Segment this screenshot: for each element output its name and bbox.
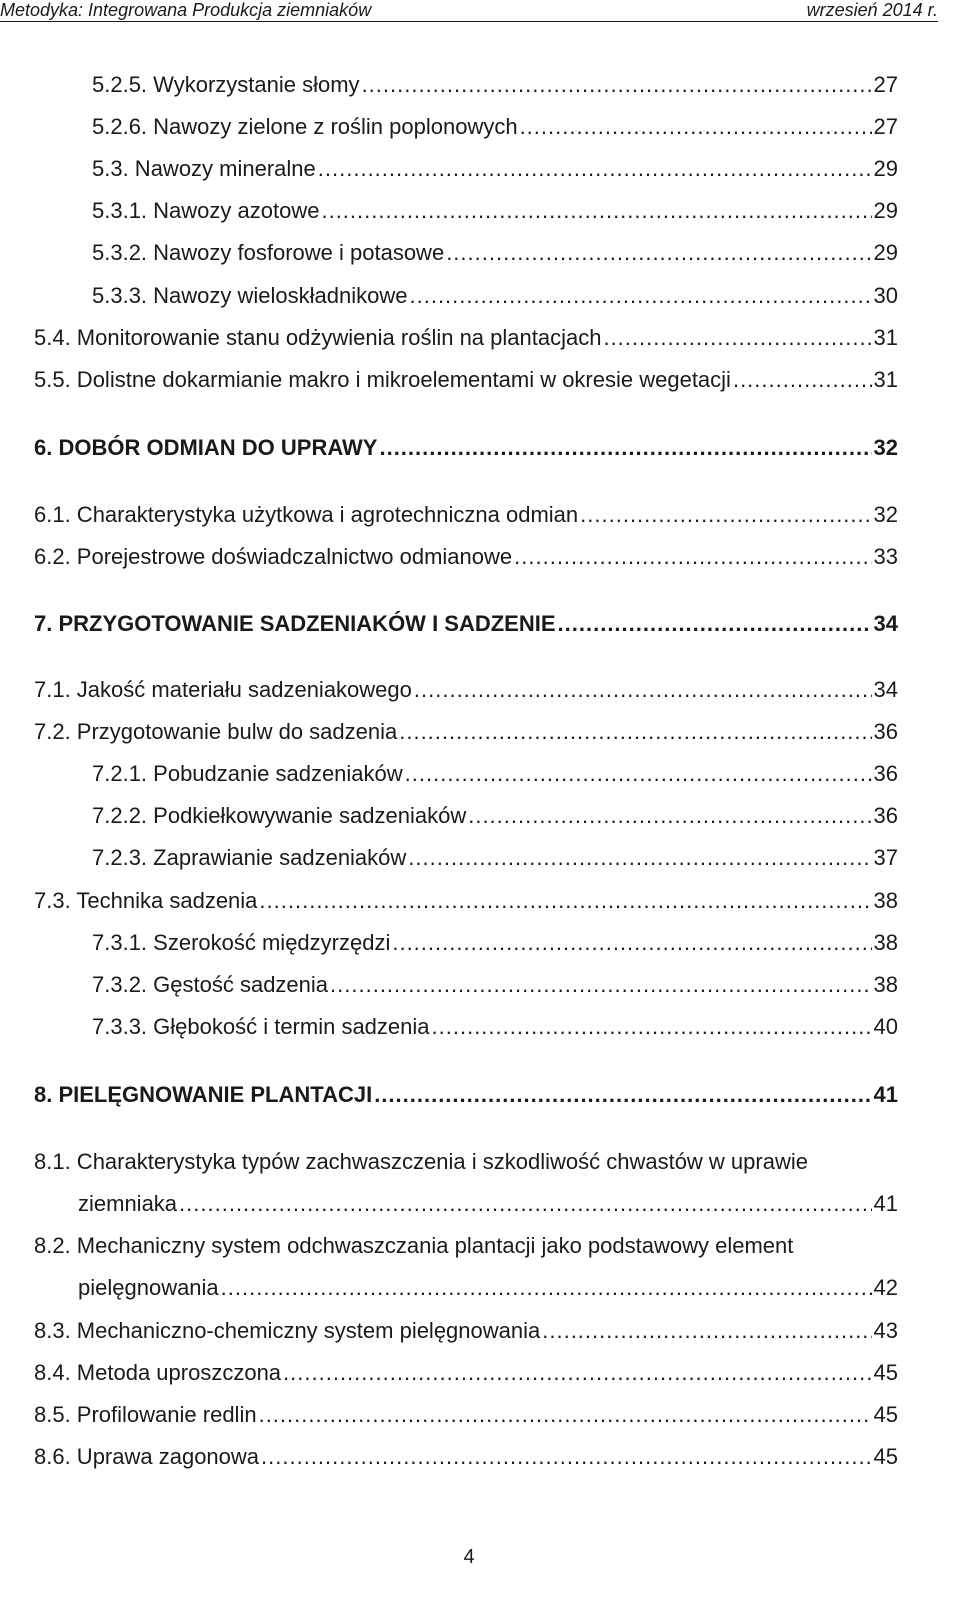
toc-entry-label: 5.3.2. Nawozy fosforowe i potasowe — [92, 240, 445, 265]
toc-entry-label: 7.3. Technika sadzenia — [34, 888, 258, 913]
toc-entry[interactable] — [92, 72, 898, 98]
toc-entry-page: 45 — [873, 1444, 898, 1469]
toc-entry-page: 42 — [873, 1275, 898, 1300]
toc-entry-first-line[interactable]: 8.1. Charakterystyka typów zachwaszczenia i szkodliwość chwastów w uprawie — [34, 1149, 808, 1174]
toc-entry-label: 7.1. Jakość materiału sadzeniakowego — [34, 677, 412, 702]
toc-entry[interactable] — [34, 544, 898, 570]
toc-entry[interactable] — [34, 1318, 898, 1344]
toc-entry[interactable] — [34, 1360, 898, 1386]
toc-entry-page: 33 — [873, 544, 898, 569]
toc-leader-dots — [399, 719, 871, 745]
toc-leader-dots — [259, 888, 871, 914]
toc-entry-page: 32 — [873, 502, 898, 527]
toc-entry-page: 29 — [873, 198, 898, 223]
toc-entry-page: 32 — [873, 435, 898, 460]
toc-leader-dots — [542, 1318, 871, 1344]
toc-leader-dots — [321, 198, 871, 224]
toc-entry[interactable] — [34, 677, 898, 703]
toc-entry-page: 45 — [873, 1360, 898, 1385]
toc-entry-page: 31 — [873, 367, 898, 392]
toc-entry-page: 37 — [873, 845, 898, 870]
toc-leader-dots — [318, 156, 872, 182]
toc-entry[interactable] — [78, 1191, 898, 1217]
toc-entry-page: 45 — [873, 1402, 898, 1427]
toc-entry[interactable] — [92, 845, 898, 871]
toc-entry-label: 8.4. Metoda uproszczona — [34, 1360, 282, 1385]
toc-chapter-entry[interactable] — [34, 435, 898, 461]
toc-leader-dots — [283, 1360, 871, 1386]
toc-entry[interactable] — [34, 1402, 898, 1428]
toc-leader-dots — [221, 1275, 872, 1301]
toc-entry-label: 5.3.1. Nawozy azotowe — [92, 198, 320, 223]
toc-leader-dots — [362, 72, 872, 98]
toc-entry-page: 40 — [873, 1014, 898, 1039]
toc-entry-page: 29 — [873, 240, 898, 265]
toc-entry-page: 38 — [873, 972, 898, 997]
toc-entry-label: 5.3.3. Nawozy wieloskładnikowe — [92, 283, 408, 308]
toc-entry-page: 43 — [873, 1318, 898, 1343]
toc-entry-page: 41 — [873, 1191, 898, 1216]
toc-entry[interactable] — [92, 761, 898, 787]
toc-entry-page: 36 — [873, 803, 898, 828]
toc-entry-label: 6.1. Charakterystyka użytkowa i agrotechniczna odmian — [34, 502, 579, 527]
toc-entry[interactable] — [92, 803, 898, 829]
toc-entry-page: 36 — [873, 719, 898, 744]
toc-entry-page: 30 — [873, 283, 898, 308]
toc-leader-dots — [414, 677, 872, 703]
toc-entry-page: 27 — [873, 72, 898, 97]
toc-leader-dots — [446, 240, 871, 266]
toc-entry[interactable] — [34, 367, 898, 393]
toc-entry[interactable] — [92, 930, 898, 956]
toc-entry[interactable] — [92, 240, 898, 266]
toc-entry-label: 6.2. Porejestrowe doświadczalnictwo odmianowe — [34, 544, 513, 569]
toc-entry-label: 8.3. Mechaniczno-chemiczny system pielęgnowania — [34, 1318, 541, 1343]
toc-entry-label: 7.3.2. Gęstość sadzenia — [92, 972, 329, 997]
toc-leader-dots — [259, 1402, 872, 1428]
toc-entry[interactable] — [34, 719, 898, 745]
toc-leader-dots — [603, 325, 871, 351]
toc-entry[interactable] — [92, 1014, 898, 1040]
toc-entry-label: 7.2.3. Zaprawianie sadzeniaków — [92, 845, 407, 870]
toc-entry[interactable] — [34, 325, 898, 351]
toc-entry-page: 38 — [873, 930, 898, 955]
toc-leader-dots — [468, 803, 871, 829]
toc-leader-dots — [580, 502, 871, 528]
toc-leader-dots — [330, 972, 871, 998]
toc-entry-page: 31 — [873, 325, 898, 350]
toc-entry[interactable] — [92, 198, 898, 224]
toc-leader-dots — [261, 1444, 871, 1470]
toc-entry-page: 34 — [873, 677, 898, 702]
toc-entry-label: 6. DOBÓR ODMIAN DO UPRAWY — [34, 435, 378, 460]
page-number: 4 — [463, 1546, 475, 1568]
toc-leader-dots — [520, 114, 872, 140]
toc-entry-page: 41 — [873, 1082, 898, 1107]
toc-entry-page: 34 — [873, 611, 898, 636]
header-title: Metodyka: Integrowana Produkcja ziemniaków — [0, 0, 372, 20]
toc-entry-label: 8.5. Profilowanie redlin — [34, 1402, 257, 1427]
toc-entry-label: pielęgnowania — [78, 1275, 219, 1300]
toc-entry-label: 7.3.1. Szerokość międzyrzędzi — [92, 930, 391, 955]
toc-leader-dots — [405, 761, 872, 787]
toc-entry-label: 5.5. Dolistne dokarmianie makro i mikroelementami w okresie wegetacji — [34, 367, 731, 392]
toc-entry-label: 7.2.1. Pobudzanie sadzeniaków — [92, 761, 403, 786]
toc-leader-dots — [558, 611, 872, 637]
toc-chapter-entry[interactable] — [34, 611, 898, 637]
toc-leader-dots — [408, 845, 871, 871]
toc-entry-label: 5.3. Nawozy mineralne — [92, 156, 316, 181]
toc-leader-dots — [392, 930, 871, 956]
toc-leader-dots — [410, 283, 872, 309]
toc-entry[interactable] — [92, 972, 898, 998]
toc-entry-label: 5.2.6. Nawozy zielone z roślin poplonowych — [92, 114, 518, 139]
toc-entry-page: 36 — [873, 761, 898, 786]
toc-leader-dots — [514, 544, 871, 570]
toc-entry[interactable] — [92, 156, 898, 182]
toc-entry[interactable] — [92, 114, 898, 140]
toc-entry-label: 5.2.5. Wykorzystanie słomy — [92, 72, 360, 97]
toc-entry[interactable] — [92, 283, 898, 309]
toc-leader-dots — [374, 1082, 871, 1108]
toc-leader-dots — [733, 367, 872, 393]
toc-entry-page: 29 — [873, 156, 898, 181]
toc-entry-label: 7.3.3. Głębokość i termin sadzenia — [92, 1014, 430, 1039]
toc-entry-first-line[interactable]: 8.2. Mechaniczny system odchwaszczania plantacji jako podstawowy element — [34, 1233, 794, 1258]
toc-entry-label: 7.2.2. Podkiełkowywanie sadzeniaków — [92, 803, 467, 828]
toc-entry-label: ziemniaka — [78, 1191, 178, 1216]
toc-entry[interactable] — [34, 888, 898, 914]
toc-leader-dots — [379, 435, 871, 461]
toc-entry-label: 8. PIELĘGNOWANIE PLANTACJI — [34, 1082, 373, 1107]
toc-entry-page: 27 — [873, 114, 898, 139]
toc-entry-label: 8.6. Uprawa zagonowa — [34, 1444, 260, 1469]
toc-entry-label: 5.4. Monitorowanie stanu odżywienia roślin na plantacjach — [34, 325, 602, 350]
toc-entry-page: 38 — [873, 888, 898, 913]
header-date: wrzesień 2014 r. — [806, 0, 938, 20]
toc-entry[interactable] — [34, 1444, 898, 1470]
toc-entry[interactable] — [78, 1275, 898, 1301]
toc-leader-dots — [179, 1191, 871, 1217]
toc-entry[interactable] — [34, 502, 898, 528]
toc-leader-dots — [432, 1014, 872, 1040]
toc-entry-label: 7.2. Przygotowanie bulw do sadzenia — [34, 719, 398, 744]
toc-chapter-entry[interactable] — [34, 1082, 898, 1108]
toc-entry-label: 7. PRZYGOTOWANIE SADZENIAKÓW I SADZENIE — [34, 611, 556, 636]
